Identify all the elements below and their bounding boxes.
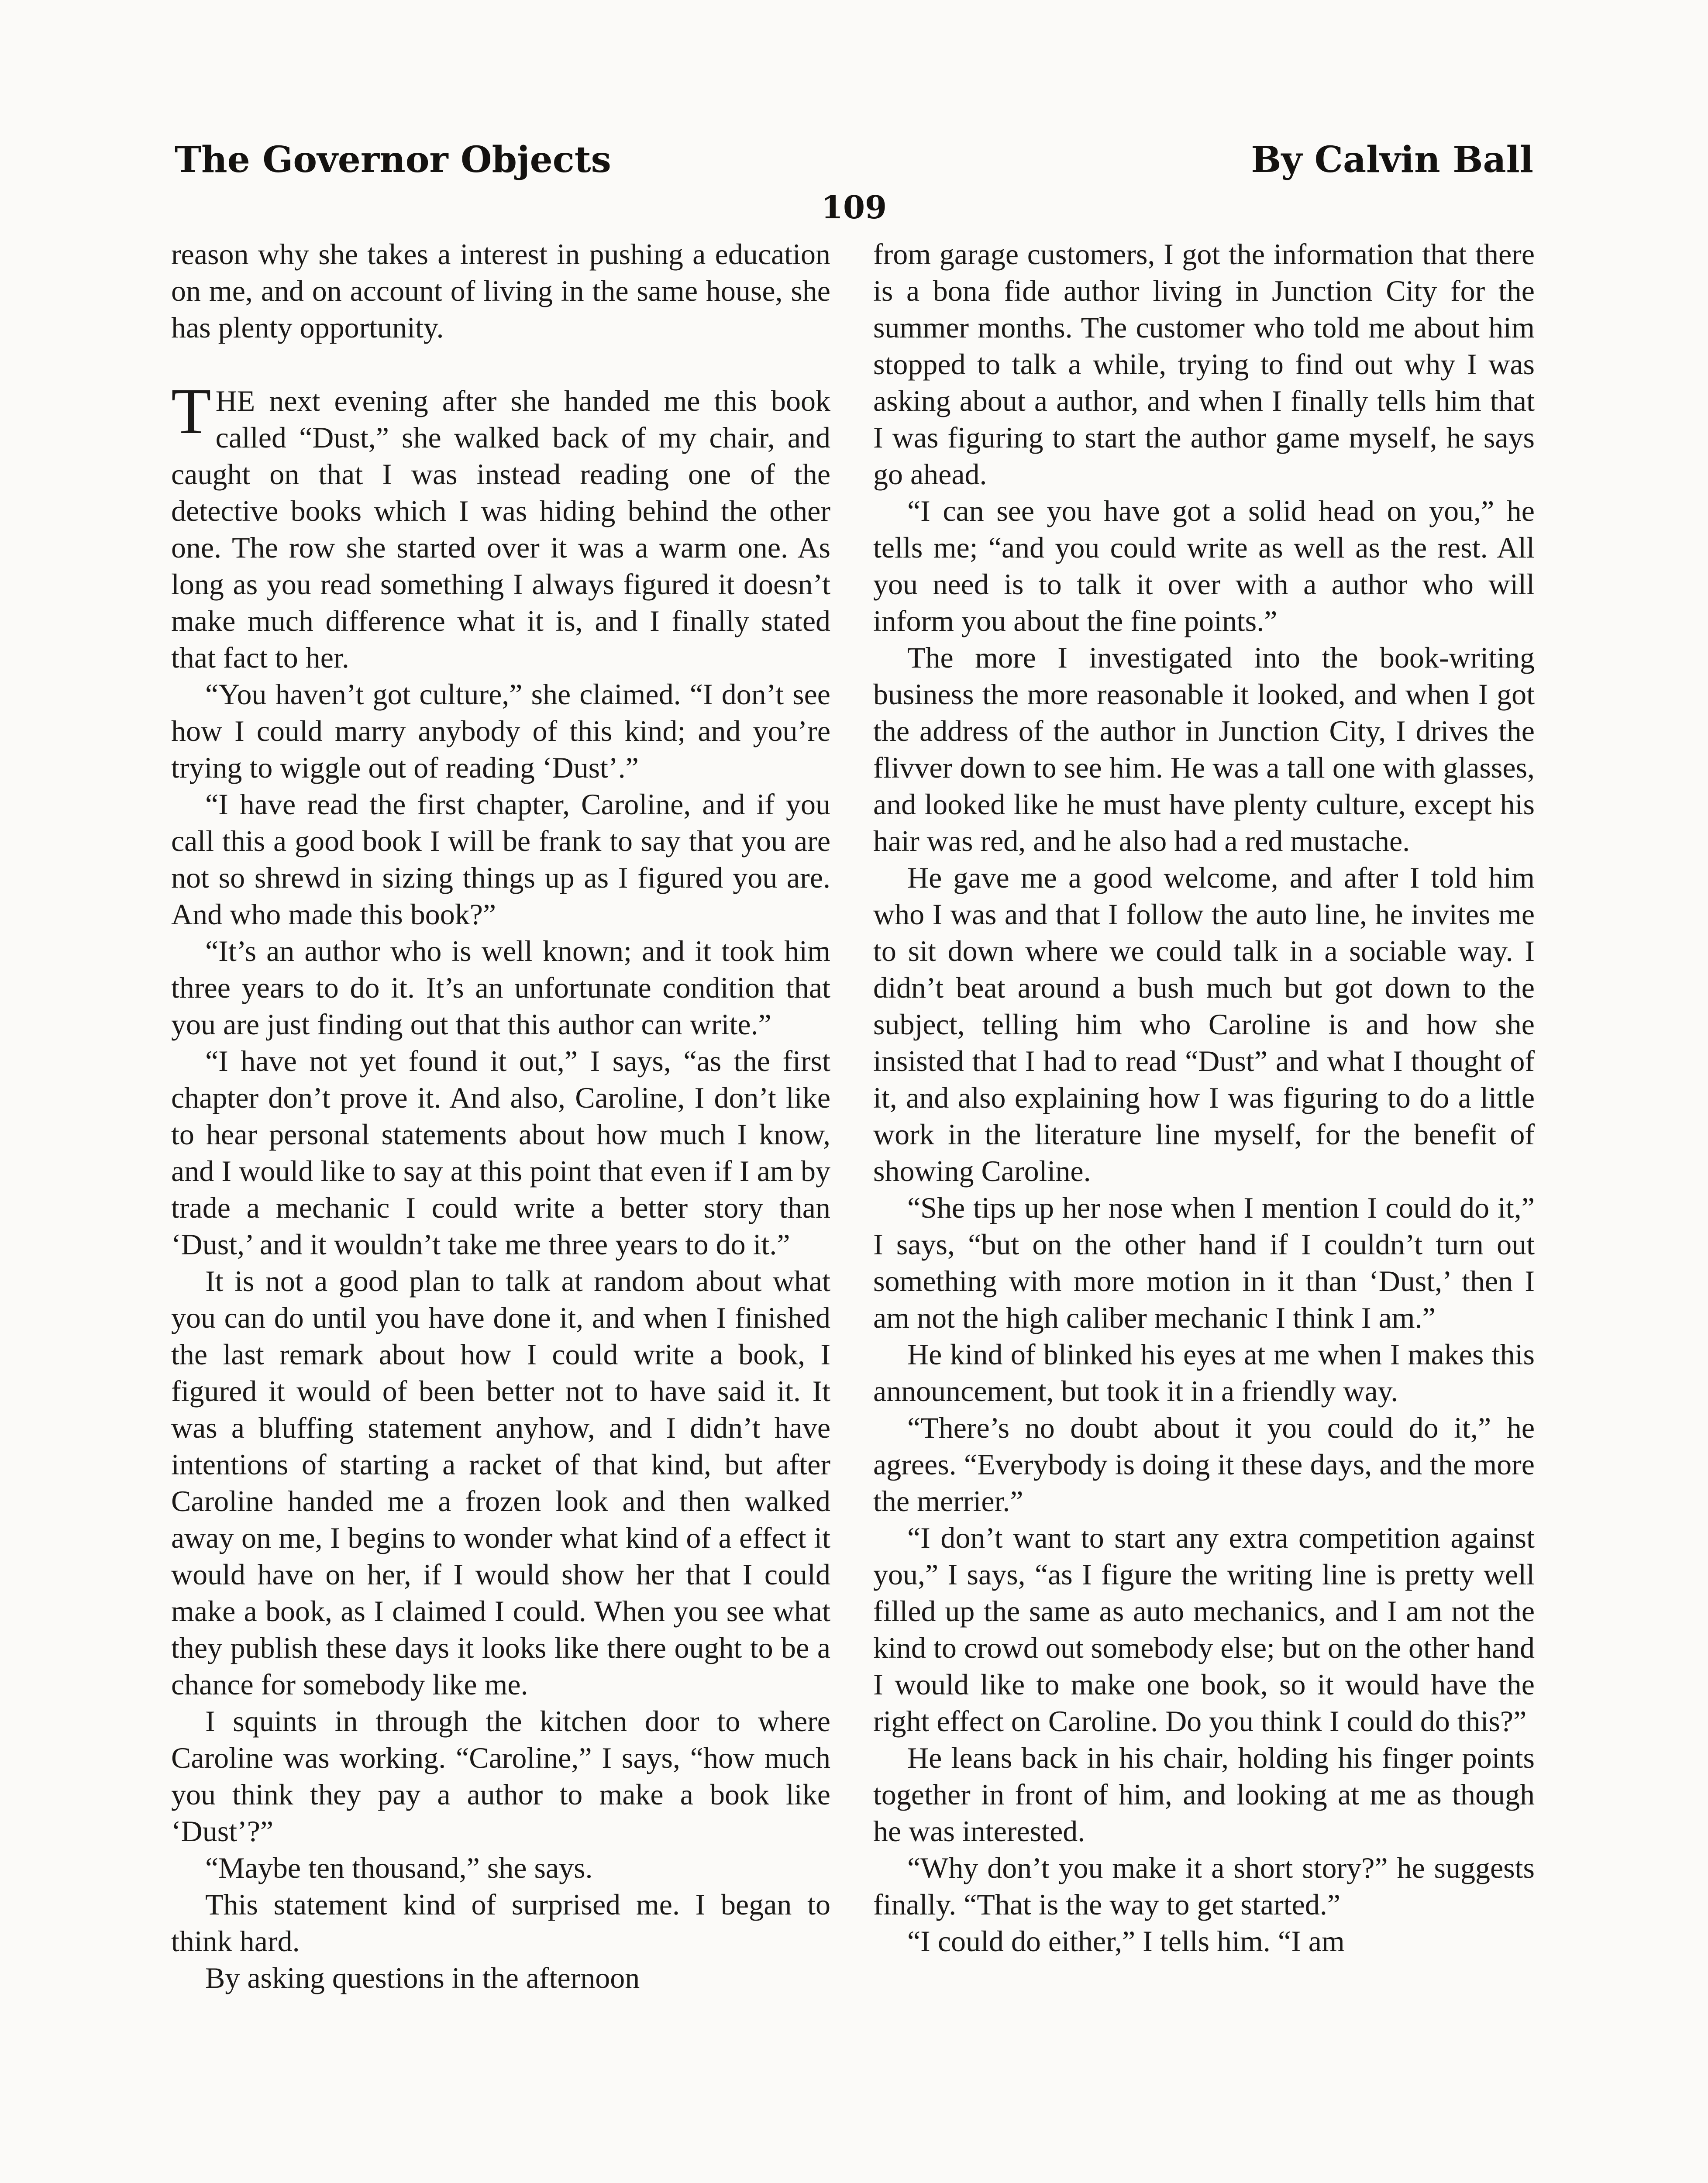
- paragraph: “Why don’t you make it a short story?” he suggests finally. “That is the way to get started.”: [873, 1851, 1535, 1921]
- paragraph: “It’s an author who is well known; and it took him three years to do it. It’s an unfortunate condition that you are just finding out that this author can write.”: [171, 934, 830, 1041]
- paragraph: “You haven’t got culture,” she claimed. “I don’t see how I could marry anybody of this kind; and you’re trying to wiggle out of reading ‘Dust’.”: [171, 678, 830, 784]
- paragraph: from garage customers, I got the information that there is a bona fide author living in Junction City for the summer months. The customer who told me about him stopped to talk a while, trying to find out why I was asking about a author, and when I finally tells him that I was figuring to start the author game myself, he says go ahead.: [873, 238, 1535, 491]
- paragraph: The more I investigated into the book-writing business the more reasonable it looked, and when I got the address of the author in Junction City, I drives the flivver down to see him. He was a tall one with glasses, and looked like he must have plenty culture, except his hair was red, and he also had a red mustache.: [873, 641, 1535, 857]
- paragraph: This statement kind of surprised me. I began to think hard.: [171, 1888, 830, 1958]
- paragraph: “I could do either,” I tells him. “I am: [907, 1925, 1345, 1958]
- running-head: [175, 139, 1533, 191]
- paragraph: “Maybe ten thousand,” she says.: [205, 1851, 593, 1884]
- paragraph-dropcap: [171, 375, 830, 676]
- paragraph-text: HE next evening after she handed me this book called “Dust,” she walked back of my chair, and caught on that I was instead reading one of the detective books which I was hiding behind the other one. The row she started over it was a warm one. As long as you read something I always figured it doesn’t make much difference what it is, and I finally stated that fact to her.: [171, 384, 830, 674]
- paragraph: I squints in through the kitchen door to where Caroline was working. “Caroline,” I says, “how much you think they pay a author to make a book like ‘Dust’?”: [171, 1704, 830, 1848]
- paragraph: “I have read the first chapter, Caroline, and if you call this a good book I will be frank to say that you are not so shrewd in sizing things up as I figured you are. And who made this book?”: [171, 788, 830, 931]
- paragraph: It is not a good plan to talk at random about what you can do until you have done it, and when I finished the last remark about how I could write a book, I figured it would of been better not to have said it. It was a bluffing statement anyhow, and I didn’t have intentions of starting a racket of that kind, but after Caroline handed me a frozen look and then walked away on me, I begins to wonder what kind of a effect it would have on her, if I would show her that I could make a book, as I claimed I could. When you see what they publish these days it looks like there ought to be a chance for somebody like me.: [171, 1264, 830, 1701]
- paragraph: “I have not yet found it out,” I says, “as the first chapter don’t prove it. And also, Caroline, I don’t like to hear personal statements about how much I know, and I would like to say at this point that even if I am by trade a mechanic I could write a better story than ‘Dust,’ and it wouldn’t take me three years to do it.”: [171, 1044, 830, 1261]
- paragraph: He gave me a good welcome, and after I told him who I was and that I follow the auto line, he invites me to sit down where we could talk in a sociable way. I didn’t beat around a bush much but got down to the subject, telling him who Caroline is and how she insisted that I had to read “Dust” and what I thought of it, and also explaining how I was figuring to do a little work in the literature line myself, for the benefit of showing Caroline.: [873, 861, 1535, 1188]
- paragraph: “She tips up her nose when I mention I could do it,” I says, “but on the other hand if I couldn’t turn out something with more motion in it than ‘Dust,’ then I am not the high caliber mechanic I think I am.”: [873, 1191, 1535, 1334]
- right-column: [873, 236, 1535, 1959]
- story-title: The Governor Objects: [175, 139, 611, 181]
- paragraph: He kind of blinked his eyes at me when I makes this announcement, but took it in a friendly way.: [873, 1338, 1535, 1408]
- paragraph: reason why she takes a interest in pushing a education on me, and on account of living in the same house, she has plenty opportunity.: [171, 238, 830, 344]
- paragraph: He leans back in his chair, holding his finger points together in front of him, and looking at me as though he was interested.: [873, 1741, 1535, 1848]
- left-column: [171, 236, 830, 1996]
- paragraph: By asking questions in the afternoon: [205, 1961, 640, 1994]
- page-number: 109: [821, 189, 887, 226]
- author-byline: By Calvin Ball: [1251, 139, 1533, 181]
- paragraph: “There’s no doubt about it you could do it,” he agrees. “Everybody is doing it these days, and the more the merrier.”: [873, 1411, 1535, 1518]
- paragraph: “I don’t want to start any extra competition against you,” I says, “as I figure the writing line is pretty well filled up the same as auto mechanics, and I am not the kind to crowd out somebody else; but on the other hand I would like to make one book, so it would have the right effect on Caroline. Do you think I could do this?”: [873, 1521, 1535, 1738]
- drop-cap: T: [171, 375, 211, 448]
- paragraph: “I can see you have got a solid head on you,” he tells me; “and you could write as well as the rest. All you need is to talk it over with a author who will inform you about the fine points.”: [873, 494, 1535, 637]
